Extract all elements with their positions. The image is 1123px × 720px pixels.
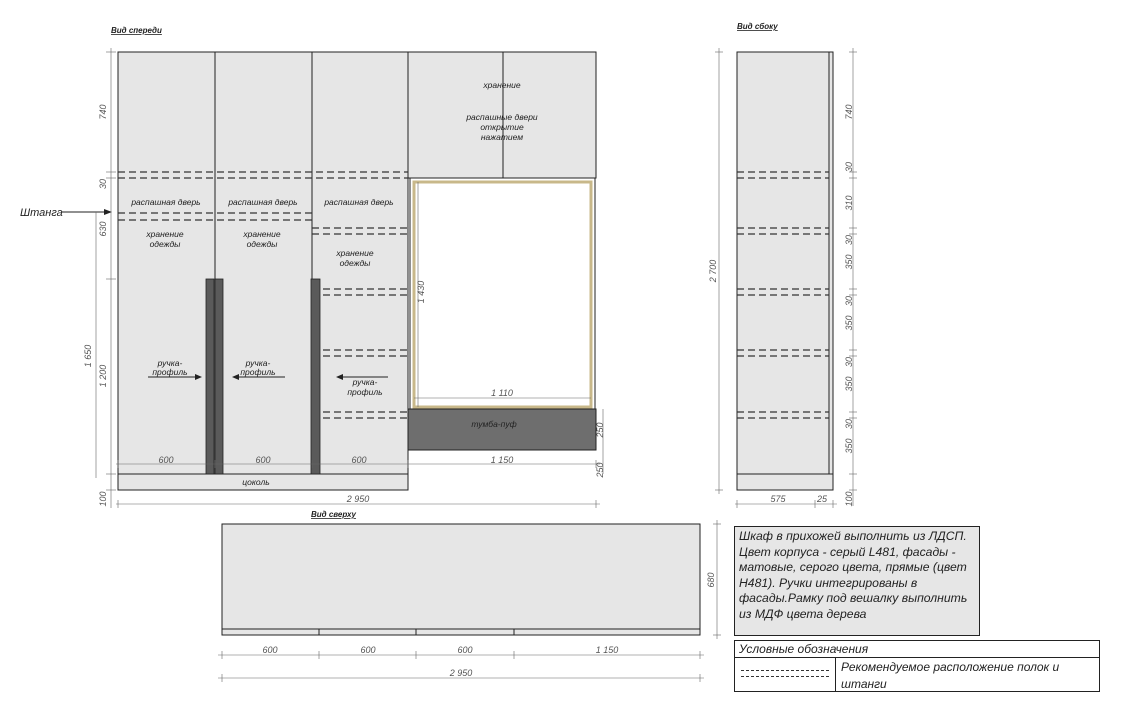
dim-2950: 2 950 [346, 494, 370, 504]
side-body [737, 52, 833, 474]
side-dim-740: 740 [844, 104, 854, 120]
side-dim-25: 25 [816, 494, 828, 504]
legend [734, 640, 1100, 692]
top-view-header: Вид сверху [311, 510, 356, 519]
handle-label-1: ручка-профиль [152, 358, 188, 377]
dim-1150: 1 150 [490, 455, 514, 465]
storage-label-2: хранение одежды [243, 229, 281, 249]
side-dim-100: 100 [844, 491, 854, 507]
side-dim-350-b: 350 [844, 315, 854, 331]
top-dim-1150: 1 150 [595, 645, 619, 655]
top-dim-600-3: 600 [457, 645, 473, 655]
side-plinth [737, 474, 833, 490]
side-view-header: Вид сбоку [737, 22, 778, 31]
side-dim-310: 310 [844, 195, 854, 211]
side-dim-575: 575 [770, 494, 786, 504]
dim-600-2: 600 [255, 455, 271, 465]
dim-600-3: 600 [351, 455, 367, 465]
handle-profile [206, 279, 214, 474]
door-label-3: распашная дверь [324, 197, 394, 207]
top-storage-label: хранение [483, 80, 521, 90]
spec-note: Шкаф в прихожей выполнить из ЛДСП. Цвет корпуса - серый L481, фасады - матовые, серого цвета, прямые (цвет H481). Ручки интегрированы в фасады.Рамку под вешалку выполнить из МДФ цвета дерева [734, 526, 980, 636]
shelf-symbol [735, 658, 836, 691]
pouf-cabinet [408, 409, 596, 450]
plinth-label: цоколь [242, 477, 270, 487]
side-dim-30-c: 30 [844, 295, 854, 307]
legend-row [735, 658, 1099, 691]
hanger-frame-wood [414, 182, 591, 407]
top-body [222, 524, 700, 629]
legend-title: Условные обозначения [735, 641, 1099, 658]
side-dim-350-d: 350 [844, 438, 854, 454]
legend-shelf-text: Рекомендуемое расположение полок и штанги [841, 660, 1060, 691]
side-dim-350-a: 350 [844, 254, 854, 270]
handle-label-3: ручка-профиль [347, 377, 383, 397]
storage-label-1: хранение одежды [146, 229, 184, 249]
side-dim-30-a: 30 [844, 161, 854, 173]
side-dim-2700: 2 700 [708, 259, 718, 283]
top-dim-680: 680 [706, 572, 716, 588]
side-dim-30-b: 30 [844, 234, 854, 246]
dim-1110: 1 110 [491, 388, 513, 398]
door-label-2: распашная дверь [228, 197, 298, 207]
dim-250-a: 250 [595, 422, 605, 438]
rod-label: Штанга [20, 207, 63, 219]
side-dim-30-e: 30 [844, 418, 854, 430]
top-doors-label: распашные двери открытие нажатием [466, 112, 538, 142]
dim-100: 100 [98, 491, 108, 507]
dim-600-1: 600 [158, 455, 174, 465]
dim-630: 630 [98, 221, 108, 237]
door-label-1: распашная дверь [131, 197, 201, 207]
handle-profile [311, 279, 320, 474]
pouf-label: тумба-пуф [471, 419, 517, 429]
dim-250-b: 250 [595, 462, 605, 478]
dim-1430: 1 430 [416, 280, 426, 304]
top-dim-600-1: 600 [262, 645, 278, 655]
top-facade-strip [222, 629, 700, 635]
top-dim-2950: 2 950 [449, 668, 473, 678]
handle-profile [215, 279, 223, 474]
side-dim-30-d: 30 [844, 356, 854, 368]
front-view-header: Вид спереди [111, 26, 162, 35]
dim-1200: 1 200 [98, 364, 108, 388]
side-dim-350-c: 350 [844, 376, 854, 392]
handle-label-2: ручка-профиль [240, 358, 276, 377]
storage-label-3: хранение одежды [336, 248, 374, 268]
dim-740: 740 [98, 104, 108, 120]
dim-30: 30 [98, 178, 108, 190]
dim-1650: 1 650 [83, 344, 93, 368]
top-dim-600-2: 600 [360, 645, 376, 655]
